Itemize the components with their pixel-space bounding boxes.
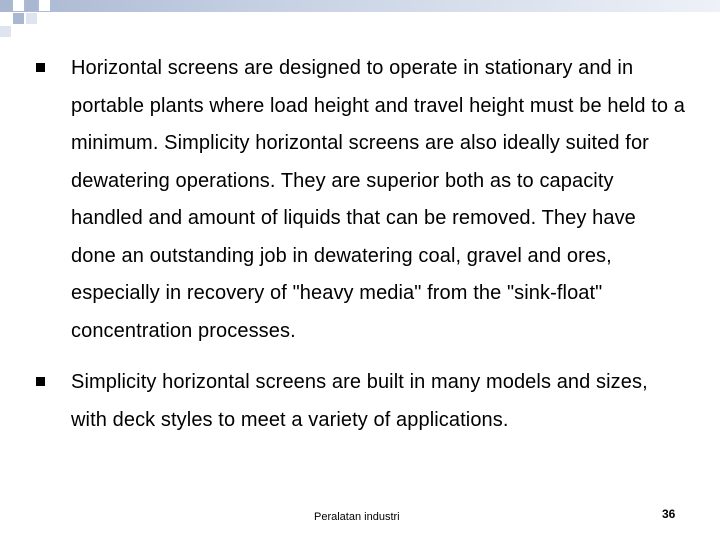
square-bullet-icon	[36, 63, 45, 72]
bullet-text: Horizontal screens are designed to operate in stationary and in portable plants where load height and travel height must be held to a minimum. Simplicity horizontal screens are also ideally suited for dewatering operations. They are superior both as to capacity handled and amount of liquids that can be removed. They have done an outstanding job in dewatering coal, gravel and ores, especially in recovery of "heavy media" from the "sink-float" concentration processes.	[71, 57, 685, 342]
slide-number: 36	[662, 507, 676, 521]
header-decoration	[0, 0, 720, 48]
square-bullet-icon	[36, 377, 45, 386]
bullet-text: Simplicity horizontal screens are built in many models and sizes, with deck styles to meet a variety of applications.	[71, 371, 648, 431]
footer-text: Peralatan industri	[314, 511, 400, 523]
bullet-item	[36, 364, 686, 439]
slide-content	[36, 50, 686, 453]
bullet-item	[36, 50, 686, 350]
